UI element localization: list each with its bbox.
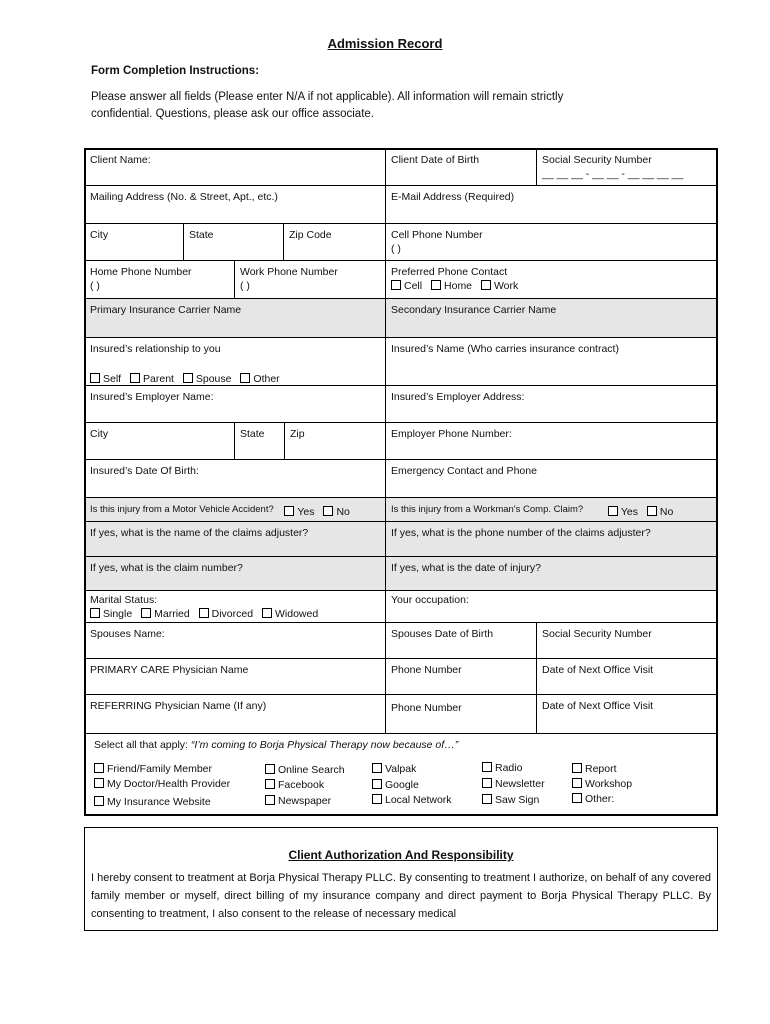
insured-employer-address-field[interactable]	[385, 385, 718, 423]
home-phone-paren: ( )	[90, 280, 100, 292]
source-insurance-website-label: My Insurance Website	[107, 796, 211, 808]
source-newspaper-label: Newspaper	[278, 795, 332, 807]
client-name-label: Client Name:	[90, 154, 151, 166]
wc-yes-label: Yes	[620, 506, 638, 518]
employer-zip-field[interactable]	[284, 422, 386, 460]
ssn-field[interactable]	[536, 148, 718, 186]
insured-relationship-field	[84, 337, 386, 386]
mailing-address-label: Mailing Address (No. & Street, Apt., etc.)	[90, 191, 278, 203]
pref-work-checkbox[interactable]	[481, 280, 491, 290]
source-newsletter-label: Newsletter	[495, 778, 545, 790]
spouse-dob-field[interactable]	[385, 622, 537, 659]
form-title: Admission Record	[327, 36, 443, 51]
insured-dob-field[interactable]	[84, 459, 386, 498]
authorization-section	[84, 827, 718, 931]
pref-work-label: Work	[493, 280, 519, 292]
next-visit-field[interactable]	[536, 658, 718, 695]
email-field[interactable]	[385, 185, 718, 224]
ms-widowed-label: Widowed	[275, 608, 319, 620]
source-friend-family-label: Friend/Family Member	[107, 763, 213, 775]
ssn-mask: __ __ __ - __ __ - __ __ __ __	[542, 168, 684, 180]
cell-phone-field[interactable]	[385, 223, 718, 261]
spouse-dob-label: Spouses Date of Birth	[391, 628, 494, 640]
home-phone-field[interactable]	[84, 260, 235, 299]
source-valpak-label: Valpak	[385, 763, 417, 775]
source-local-network-checkbox[interactable]	[372, 794, 382, 804]
referral-source-section	[84, 733, 718, 816]
city-field[interactable]	[84, 223, 184, 261]
rel-self-checkbox[interactable]	[90, 373, 100, 383]
ms-single-label: Single	[103, 608, 133, 620]
insured-relationship-label: Insured’s relationship to you	[90, 343, 221, 355]
employer-city-field[interactable]	[84, 422, 235, 460]
emergency-contact-field[interactable]	[385, 459, 718, 498]
spouse-ssn-field[interactable]	[536, 622, 718, 659]
spouse-name-field[interactable]	[84, 622, 386, 659]
cell-phone-paren: ( )	[391, 243, 401, 255]
wc-yes-checkbox[interactable]	[608, 506, 618, 516]
injury-date-label: If yes, what is the date of injury?	[391, 562, 541, 574]
client-dob-label: Client Date of Birth	[391, 154, 480, 166]
source-online-search-checkbox[interactable]	[265, 764, 275, 774]
referring-physician-phone-label: Phone Number	[391, 702, 462, 714]
referring-physician-field[interactable]	[84, 694, 386, 734]
secondary-insurance-field[interactable]	[385, 298, 718, 338]
mailing-address-field[interactable]	[84, 185, 386, 224]
source-saw-sign-label: Saw Sign	[495, 794, 540, 806]
primary-insurance-label: Primary Insurance Carrier Name	[90, 304, 242, 316]
referral-prompt-quote: “I’m coming to Borja Physical Therapy now because of…”	[190, 739, 459, 751]
employer-phone-field[interactable]	[385, 422, 718, 460]
wc-no-label: No	[659, 506, 674, 518]
mva-no-checkbox[interactable]	[323, 506, 333, 516]
pref-cell-label: Cell	[404, 280, 423, 292]
pref-cell-checkbox[interactable]	[391, 280, 401, 290]
rel-self-label: Self	[103, 373, 122, 385]
source-saw-sign-checkbox[interactable]	[482, 794, 492, 804]
city-label: City	[90, 229, 109, 241]
mva-question-label: Is this injury from a Motor Vehicle Accident?	[90, 504, 274, 515]
pref-home-checkbox[interactable]	[431, 280, 441, 290]
employer-zip-label: Zip	[290, 428, 305, 440]
work-phone-paren: ( )	[240, 280, 250, 292]
adjuster-phone-field[interactable]	[385, 521, 718, 557]
adjuster-phone-label: If yes, what is the phone number of the claims adjuster?	[391, 527, 651, 539]
next-visit-label: Date of Next Office Visit	[542, 664, 654, 676]
claim-number-label: If yes, what is the claim number?	[90, 562, 243, 574]
email-label: E-Mail Address (Required)	[391, 191, 515, 203]
adjuster-name-field[interactable]	[84, 521, 386, 557]
client-name-field[interactable]	[84, 148, 386, 186]
injury-date-field[interactable]	[385, 556, 718, 591]
next-visit-2-field[interactable]	[536, 694, 718, 734]
rel-parent-checkbox[interactable]	[130, 373, 140, 383]
source-radio-checkbox[interactable]	[482, 762, 492, 772]
source-report-checkbox[interactable]	[572, 763, 582, 773]
insured-employer-label: Insured’s Employer Name:	[90, 391, 214, 403]
home-phone-label: Home Phone Number	[90, 266, 192, 278]
employer-phone-label: Employer Phone Number:	[391, 428, 512, 440]
insured-name-label: Insured’s Name (Who carries insurance contract)	[391, 343, 619, 355]
mva-yes-checkbox[interactable]	[284, 506, 294, 516]
adjuster-name-label: If yes, what is the name of the claims adjuster?	[90, 527, 309, 539]
instructions-line-2: confidential. Questions, please ask our office associate.	[91, 108, 374, 120]
spouse-ssn-label: Social Security Number	[542, 628, 652, 640]
source-local-network-label: Local Network	[385, 794, 452, 806]
referring-physician-phone-field[interactable]	[385, 694, 537, 734]
state-label: State	[189, 229, 214, 241]
employer-state-field[interactable]	[234, 422, 285, 460]
rel-other-checkbox[interactable]	[240, 373, 250, 383]
source-workshop-checkbox[interactable]	[572, 778, 582, 788]
wc-no-checkbox[interactable]	[647, 506, 657, 516]
primary-physician-phone-label: Phone Number	[391, 664, 462, 676]
source-valpak-checkbox[interactable]	[372, 763, 382, 773]
source-facebook-label: Facebook	[278, 779, 325, 791]
secondary-insurance-label: Secondary Insurance Carrier Name	[391, 304, 557, 316]
rel-other-label: Other	[253, 373, 280, 385]
rel-spouse-label: Spouse	[195, 373, 232, 385]
primary-physician-field[interactable]	[84, 658, 386, 695]
zip-code-label: Zip Code	[289, 229, 332, 241]
work-phone-field[interactable]	[234, 260, 386, 299]
source-other-label: Other:	[585, 793, 615, 805]
source-doctor-checkbox[interactable]	[94, 778, 104, 788]
ms-divorced-checkbox[interactable]	[199, 608, 209, 618]
instructions-heading: Form Completion Instructions:	[91, 65, 260, 77]
next-visit-2-label: Date of Next Office Visit	[542, 700, 654, 712]
preferred-contact-label: Preferred Phone Contact	[391, 266, 508, 278]
occupation-field[interactable]	[385, 590, 718, 623]
ms-divorced-label: Divorced	[211, 608, 254, 620]
source-facebook-checkbox[interactable]	[265, 779, 275, 789]
instructions-text	[91, 89, 651, 123]
source-google-checkbox[interactable]	[372, 779, 382, 789]
instructions-line-1: Please answer all fields (Please enter N/A if not applicable). All information will remain strictly	[91, 91, 564, 103]
source-newspaper-checkbox[interactable]	[265, 795, 275, 805]
client-dob-field[interactable]	[385, 148, 537, 186]
employer-city-label: City	[90, 428, 109, 440]
authorization-text: I hereby consent to treatment at Borja Physical Therapy PLLC. By consenting to treatment I authorize, on behalf of any covered family member or myself, direct billing of my insurance company and direct payment to Borja Physical Therapy PLLC. By consenting to treatment, I also consent to the release of necessary medical	[91, 872, 711, 920]
pref-home-label: Home	[444, 280, 473, 292]
source-online-search-label: Online Search	[278, 764, 345, 776]
insured-employer-field[interactable]	[84, 385, 386, 423]
source-other-checkbox[interactable]	[572, 793, 582, 803]
insured-employer-address-label: Insured’s Employer Address:	[391, 391, 525, 403]
ms-widowed-checkbox[interactable]	[262, 608, 272, 618]
source-report-label: Report	[585, 763, 617, 775]
ssn-label: Social Security Number	[542, 154, 652, 166]
ms-married-checkbox[interactable]	[141, 608, 151, 618]
occupation-label: Your occupation:	[391, 594, 469, 606]
marital-status-label: Marital Status:	[90, 594, 158, 606]
state-field[interactable]	[183, 223, 284, 261]
primary-physician-phone-field[interactable]	[385, 658, 537, 695]
source-google-label: Google	[385, 779, 419, 791]
ms-single-checkbox[interactable]	[90, 608, 100, 618]
emergency-contact-label: Emergency Contact and Phone	[391, 465, 537, 477]
insured-dob-label: Insured’s Date Of Birth:	[90, 465, 199, 477]
referring-physician-label: REFERRING Physician Name (If any)	[90, 700, 267, 712]
marital-status-field	[84, 590, 386, 623]
spouse-name-label: Spouses Name:	[90, 628, 165, 640]
insured-name-field[interactable]	[385, 337, 718, 386]
wc-question-label: Is this injury from a Workman's Comp. Claim?	[391, 504, 584, 515]
primary-insurance-field[interactable]	[84, 298, 386, 338]
rel-spouse-checkbox[interactable]	[183, 373, 193, 383]
mva-question-field	[84, 497, 386, 522]
work-phone-label: Work Phone Number	[240, 266, 338, 278]
authorization-title: Client Authorization And Responsibility	[288, 848, 514, 862]
source-radio-label: Radio	[495, 762, 523, 774]
ms-married-label: Married	[154, 608, 190, 620]
source-friend-family-checkbox[interactable]	[94, 763, 104, 773]
mva-no-label: No	[336, 506, 350, 518]
primary-physician-label: PRIMARY CARE Physician Name	[90, 664, 249, 676]
source-insurance-website-checkbox[interactable]	[94, 796, 104, 806]
referral-prompt: Select all that apply:	[94, 739, 188, 751]
cell-phone-label: Cell Phone Number	[391, 229, 483, 241]
zip-code-field[interactable]	[283, 223, 386, 261]
source-doctor-label: My Doctor/Health Provider	[107, 778, 231, 790]
mva-yes-label: Yes	[297, 506, 315, 518]
source-workshop-label: Workshop	[585, 778, 633, 790]
rel-parent-label: Parent	[143, 373, 174, 385]
wc-question-field	[385, 497, 718, 522]
claim-number-field[interactable]	[84, 556, 386, 591]
source-newsletter-checkbox[interactable]	[482, 778, 492, 788]
employer-state-label: State	[240, 428, 265, 440]
preferred-contact-field	[385, 260, 718, 299]
